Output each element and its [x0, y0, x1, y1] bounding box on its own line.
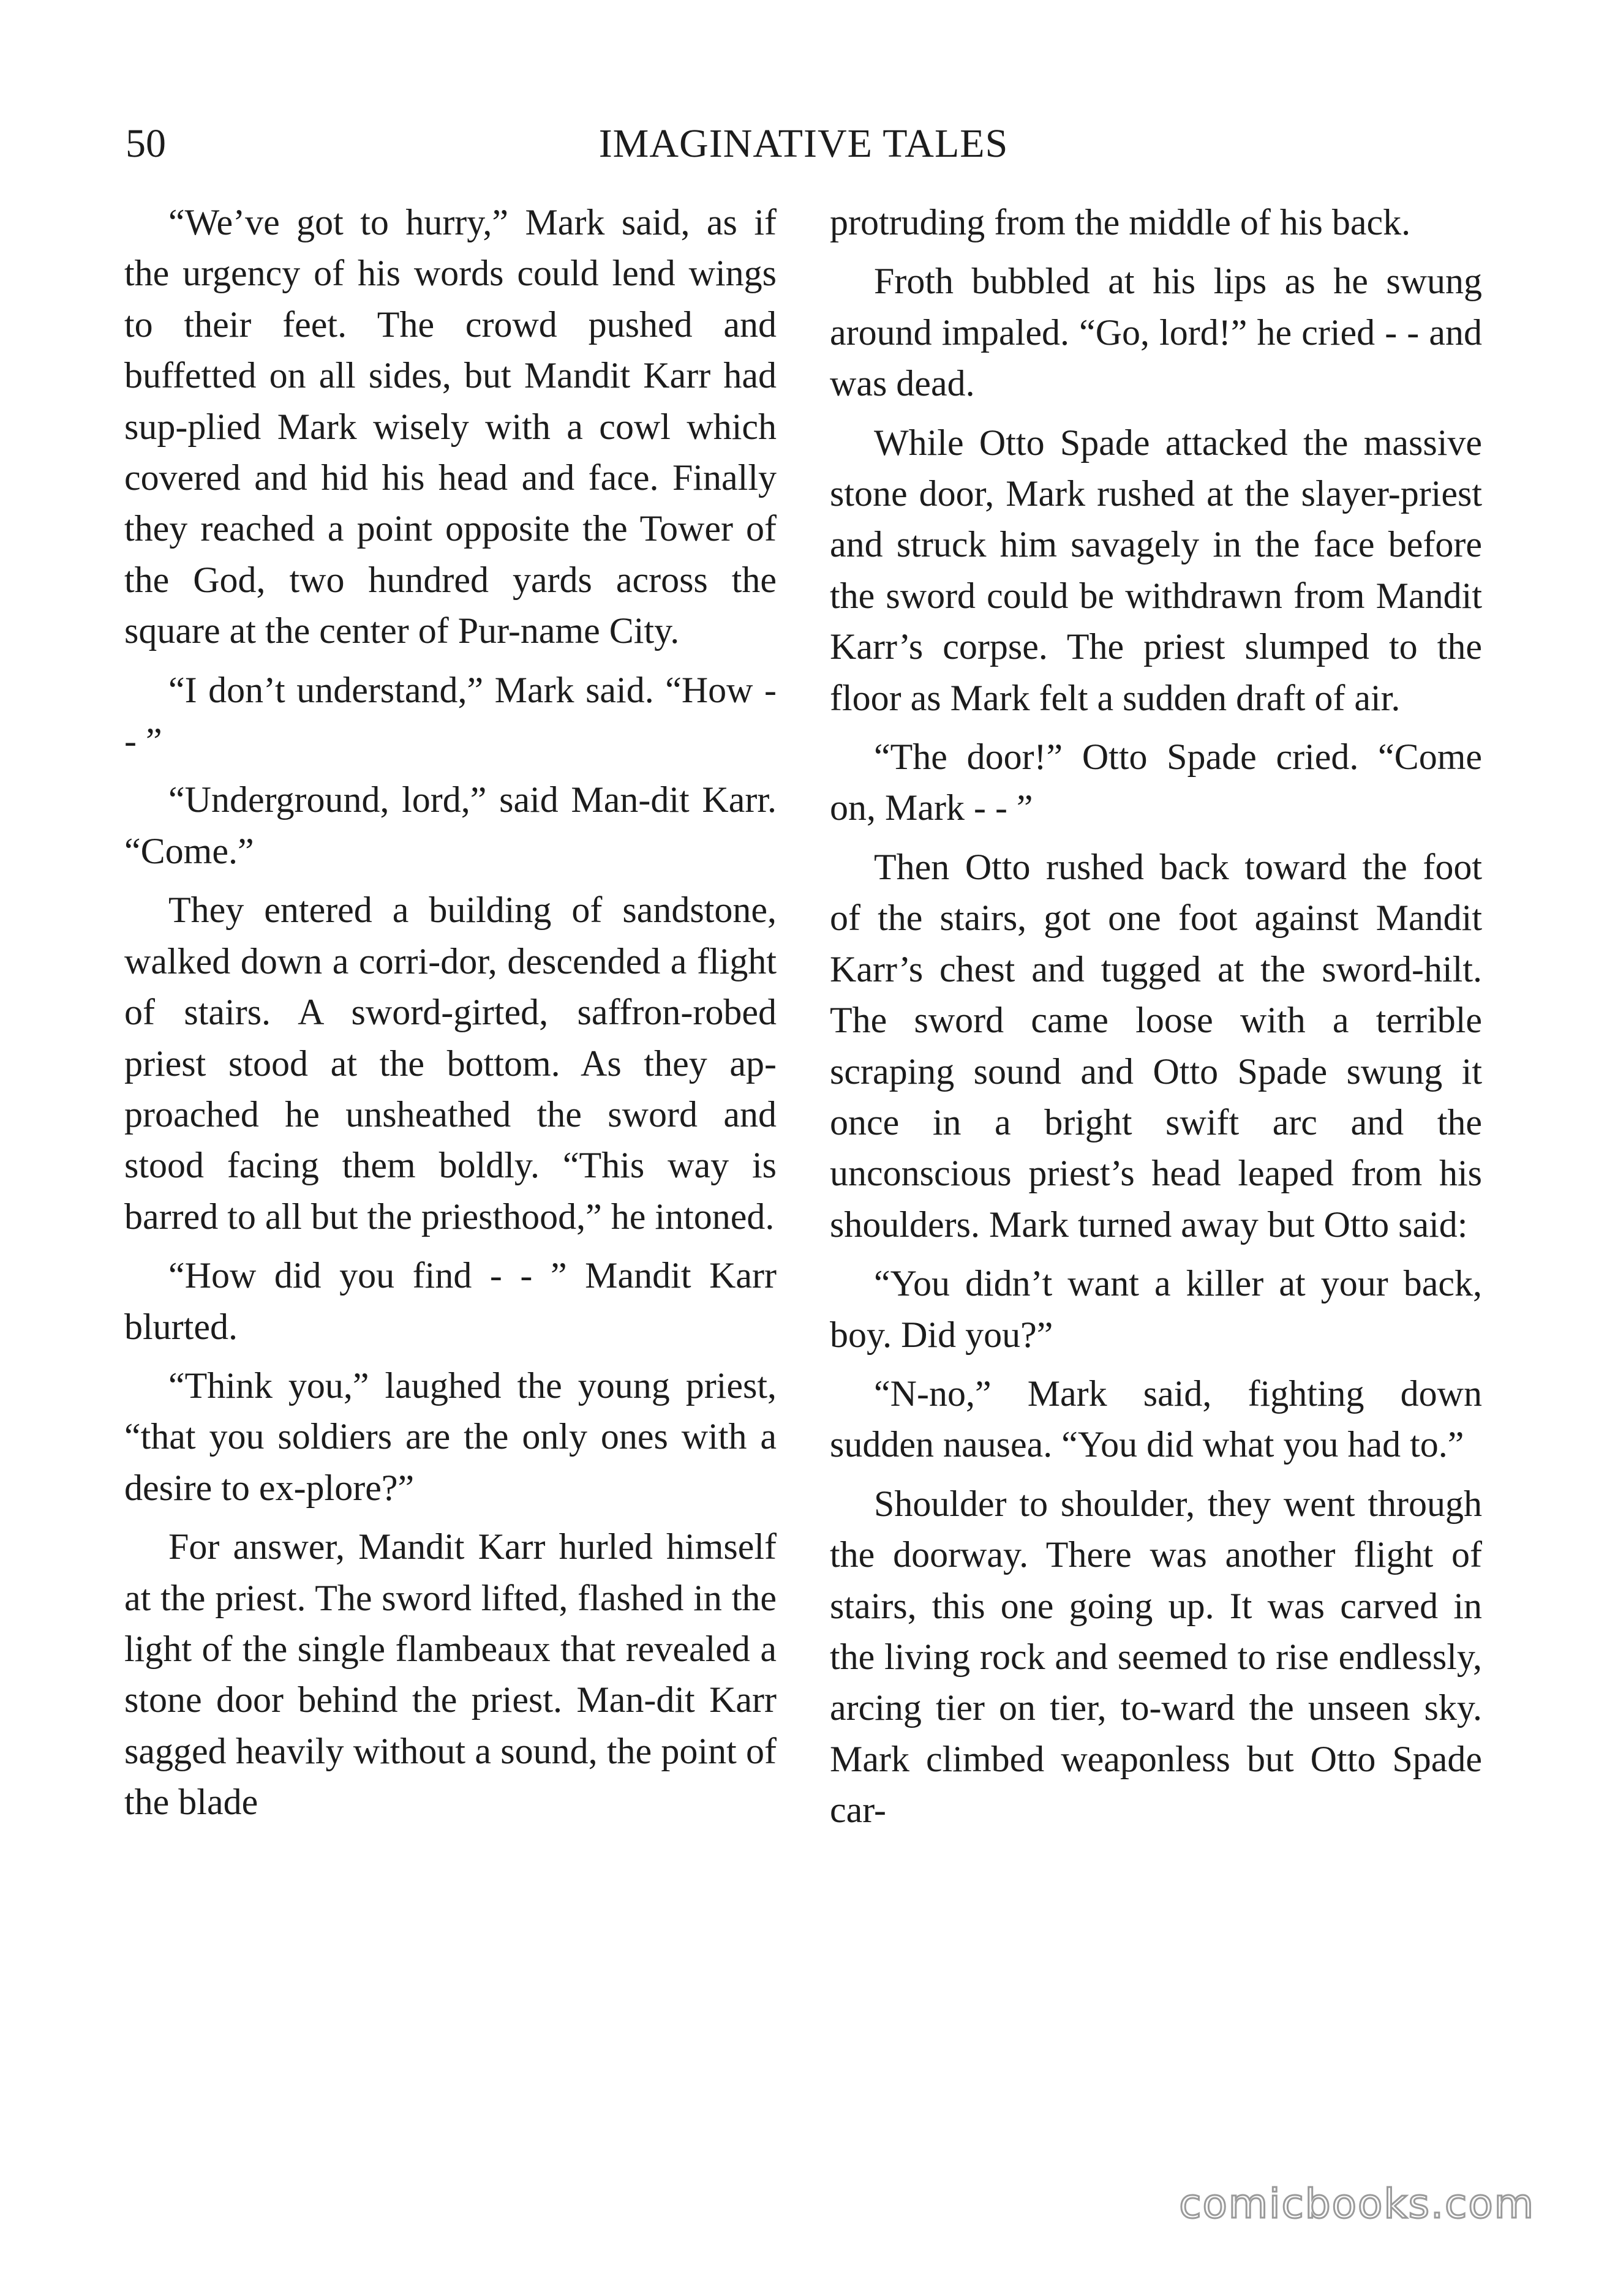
watermark: comicbooks.com	[1179, 2180, 1535, 2227]
paragraph: Froth bubbled at his lips as he swung around impaled. “Go, lord!” he cried - - and was dead.	[830, 261, 1482, 404]
paragraph: “Underground, lord,” said Man-dit Karr. “Come.”	[124, 779, 777, 871]
paragraph: “How did you find - - ” Mandit Karr blurted.	[124, 1255, 777, 1347]
left-column	[124, 197, 777, 1836]
paragraph: “Think you,” laughed the young priest, “that you soldiers are the only ones with a desire to ex-plore?”	[124, 1365, 777, 1508]
paragraph: “The door!” Otto Spade cried. “Come on, Mark - - ”	[830, 737, 1482, 828]
right-column	[830, 197, 1482, 1844]
paragraph: While Otto Spade attacked the massive stone door, Mark rushed at the slayer-priest and struck him savagely in the face before the sword could be withdrawn from Mandit Karr’s corpse. The priest slumped to the floor as Mark felt a sudden draft of air.	[830, 422, 1482, 718]
paragraph: Shoulder to shoulder, they went through the doorway. There was another flight of stairs, this one going up. It was carved in the living rock and seemed to rise endlessly, arcing tier on tier, to-ward the unseen sky. Mark climbed weaponless but Otto Spade car-	[830, 1483, 1482, 1831]
paragraph: “You didn’t want a killer at your back, boy. Did you?”	[830, 1263, 1482, 1355]
page-number: 50	[126, 121, 166, 166]
paragraph: “I don’t understand,” Mark said. “How - - ”	[124, 669, 777, 762]
page-header	[0, 116, 1607, 171]
paragraph: “We’ve got to hurry,” Mark said, as if the urgency of his words could lend wings to their feet. The crowd pushed and buffetted on all sides, but Mandit Karr had sup-plied Mark wisely with a cowl which covered and hid his head and face. Finally they reached a point opposite the Tower of the God, two hundred yards across the square at the center of Pur-name City.	[124, 202, 777, 651]
paragraph: For answer, Mandit Karr hurled himself at the priest. The sword lifted, flashed in the light of the single flambeaux that revealed a stone door behind the priest. Man-dit Karr sagged heavily without a sound, the point of the blade	[124, 1526, 777, 1823]
running-title: IMAGINATIVE TALES	[598, 121, 1009, 166]
paragraph: They entered a building of sandstone, walked down a corri-dor, descended a flight of stairs. A sword-girted, saffron-robed priest stood at the bottom. As they ap-proached he unsheathed the sword and stood facing them boldly. “This way is barred to all but the priesthood,” he intoned.	[124, 890, 777, 1237]
paragraph-continuation: protruding from the middle of his back.	[830, 202, 1411, 242]
paragraph: “N-no,” Mark said, fighting down sudden nausea. “You did what you had to.”	[830, 1373, 1482, 1465]
paragraph: Then Otto rushed back toward the foot of the stairs, got one foot against Mandit Karr’s chest and tugged at the sword-hilt. The sword came loose with a terrible scraping sound and Otto Spade swung it once in a bright swift arc and the unconscious priest’s head leaped from his shoulders. Mark turned away but Otto said:	[830, 846, 1482, 1245]
